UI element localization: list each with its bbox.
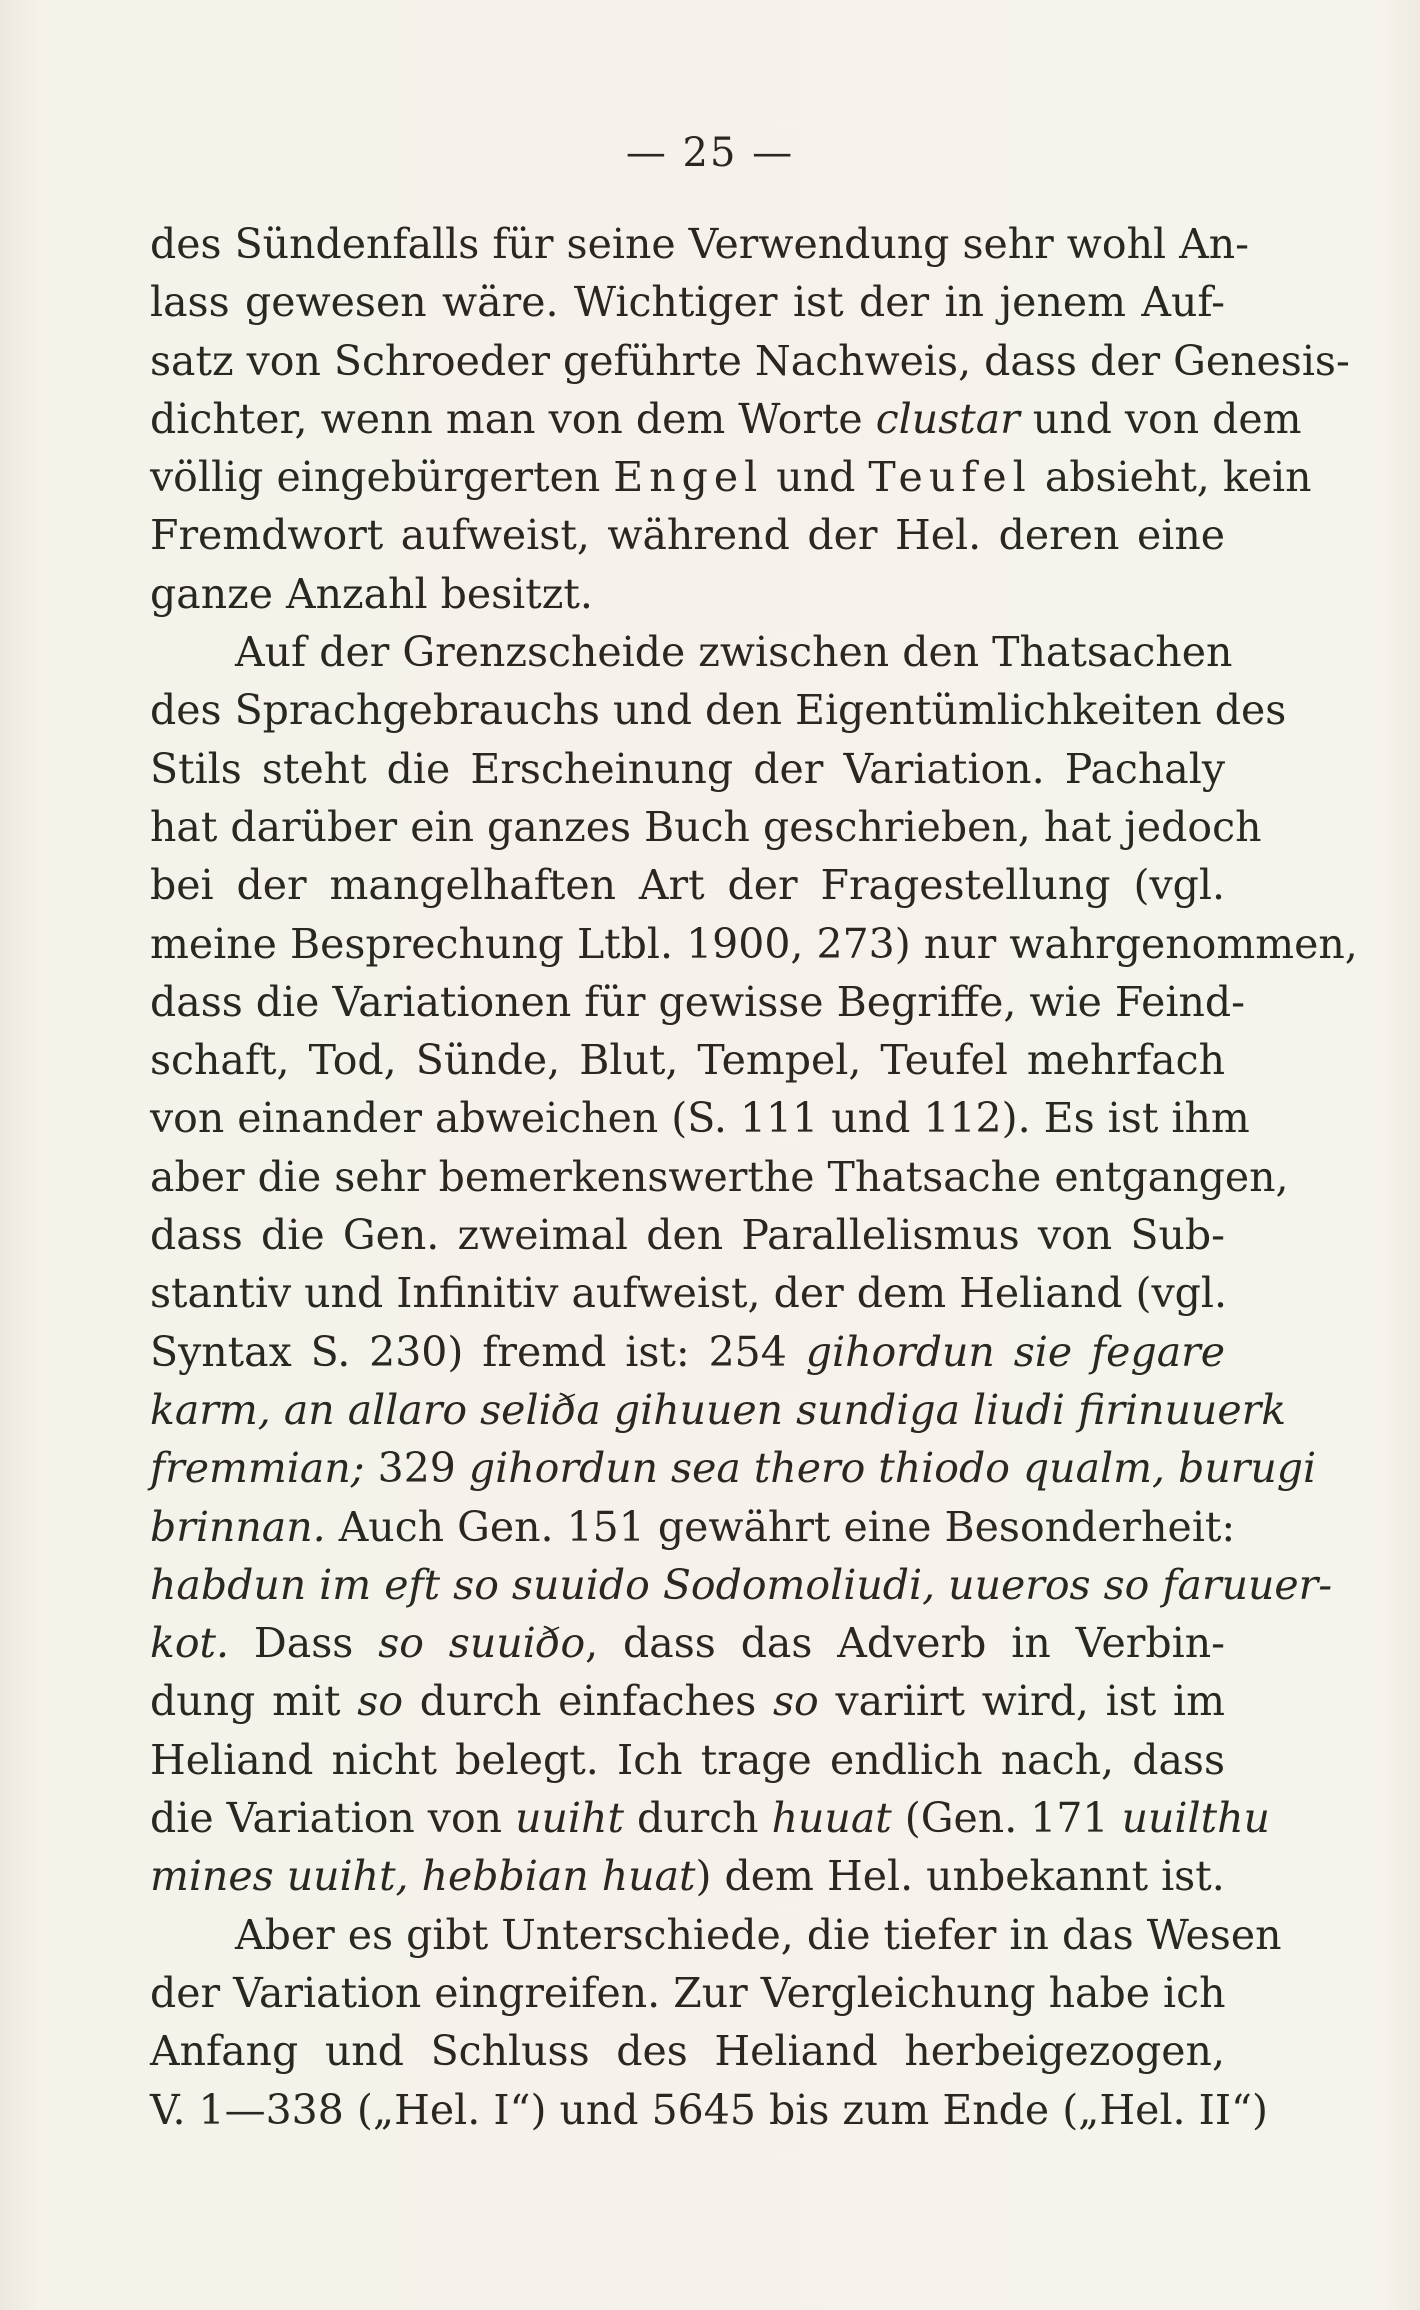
text-line: Syntax S. 230) fremd ist: 254 gihordun sie fegare: [150, 1327, 1225, 1376]
text-line: lass gewesen wäre. Wichtiger ist der in jenem Auf-: [150, 278, 1225, 327]
text-line: des Sprachgebrauchs und den Eigentümlichkeiten des: [150, 686, 1287, 735]
text-line: satz von Schroeder geführte Nachweis, dass der Genesis-: [150, 336, 1350, 385]
text-line: Heliand nicht belegt. Ich trage endlich nach, dass: [150, 1735, 1225, 1784]
text-line: hat darüber ein ganzes Buch geschrieben, hat jedoch: [150, 802, 1262, 851]
text-line: aber die sehr bemerkenswerthe Thatsache entgangen,: [150, 1152, 1289, 1201]
text-line: Auf der Grenzscheide zwischen den Thatsachen: [235, 628, 1233, 677]
text-line: dass die Variationen für gewisse Begriffe, wie Feind-: [150, 977, 1245, 1026]
italic-quote: uuilthu: [1121, 1794, 1270, 1843]
text-line: brinnan. Auch Gen. 151 gewährt eine Besonderheit:: [150, 1502, 1236, 1551]
text-line: fremmian; 329 gihordun sea thero thiodo qualm, burugi: [150, 1444, 1317, 1493]
italic-quote: fremmian;: [150, 1444, 365, 1493]
page-number: — 25 —: [625, 130, 795, 176]
text-line: V. 1—338 („Hel. I“) und 5645 bis zum Ende („Hel. II“): [150, 2085, 1268, 2134]
text-line: völlig eingebürgerten Engel und Teufel absieht, kein: [150, 453, 1312, 502]
text-line: bei der mangelhaften Art der Fragestellung (vgl.: [150, 861, 1225, 910]
italic-quote: gihordun sea thero thiodo qualm, burugi: [468, 1444, 1317, 1493]
spaced-word: Engel: [613, 453, 764, 502]
italic-word: clustar: [875, 394, 1020, 443]
spaced-word: Teufel: [868, 453, 1032, 502]
body-text: [150, 215, 1358, 2139]
text-line: Fremdwort aufweist, während der Hel. deren eine: [150, 511, 1225, 560]
text-line: mines uuiht, hebbian huat) dem Hel. unbekannt ist.: [150, 1852, 1225, 1901]
italic-word: so: [773, 1677, 819, 1726]
italic-word: uuiht: [515, 1794, 624, 1843]
italic-quote: gihordun sie fegare: [805, 1327, 1225, 1376]
text-line: [150, 1381, 1287, 1439]
italic-quote: mines uuiht, hebbian huat: [150, 1852, 696, 1901]
text-line: dass die Gen. zweimal den Parallelismus von Sub-: [150, 1211, 1225, 1260]
text-line: Anfang und Schluss des Heliand herbeigezogen,: [150, 2027, 1225, 2076]
italic-quote: habdun im eft so suuido Sodomoliudi, uueros so faruuer-: [150, 1560, 1333, 1609]
text-line: [150, 1556, 1333, 1614]
italic-quote: so suuiðo: [378, 1619, 586, 1668]
italic-quote: kot.: [150, 1619, 230, 1668]
text-line: schaft, Tod, Sünde, Blut, Tempel, Teufel mehrfach: [150, 1036, 1225, 1085]
text-line: Aber es gibt Unterschiede, die tiefer in das Wesen: [235, 1910, 1282, 1959]
text-line: ganze Anzahl besitzt.: [150, 569, 593, 618]
text-line: die Variation von uuiht durch huuat (Gen. 171 uuilthu: [150, 1794, 1270, 1843]
italic-word: so: [357, 1677, 404, 1726]
text-line: stantiv und Infinitiv aufweist, der dem Heliand (vgl.: [150, 1269, 1228, 1318]
text-line: des Sündenfalls für seine Verwendung sehr wohl An-: [150, 220, 1249, 268]
text-line: meine Besprechung Ltbl. 1900, 273) nur wahrgenommen,: [150, 919, 1358, 968]
text-line: dung mit so durch einfaches so variirt wird, ist im: [150, 1677, 1226, 1726]
italic-word: huuat: [771, 1794, 892, 1843]
text-line: Stils steht die Erscheinung der Variation. Pachaly: [150, 744, 1225, 793]
text-line: dichter, wenn man von dem Worte clustar und von dem: [150, 394, 1302, 443]
text-line: von einander abweichen (S. 111 und 112). Es ist ihm: [150, 1094, 1250, 1143]
text-line: kot. Dass so suuiðo, dass das Adverb in Verbin-: [150, 1619, 1226, 1668]
italic-quote: karm, an allaro seliða gihuuen sundiga liudi firinuuerk: [150, 1385, 1287, 1434]
text-line: der Variation eingreifen. Zur Vergleichung habe ich: [150, 1968, 1226, 2017]
italic-quote: brinnan.: [150, 1502, 326, 1551]
